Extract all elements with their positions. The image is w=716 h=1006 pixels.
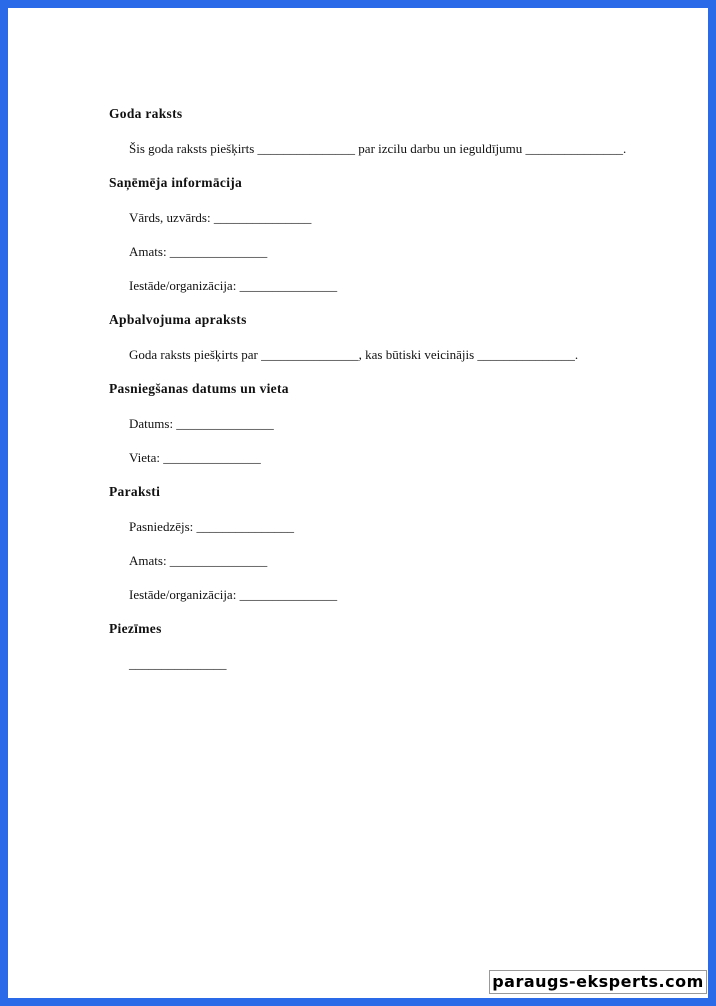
section-heading-date-place: Pasniegšanas datums un vieta xyxy=(109,381,289,396)
recipient-position-line: Amats: _______________ xyxy=(129,244,268,259)
recipient-organization-line: Iestāde/organizācija: _______________ xyxy=(129,278,338,293)
recipient-name-line: Vārds, uzvārds: _______________ xyxy=(129,210,312,225)
section-heading-goda-raksts: Goda raksts xyxy=(109,106,183,121)
section-heading-notes: Piezīmes xyxy=(109,621,162,636)
section-heading-recipient-info: Saņēmēja informācija xyxy=(109,175,243,190)
section-heading-signatures: Paraksti xyxy=(109,484,161,499)
intro-line: Šis goda raksts piešķirts _______________ par izcilu darbu un ieguldījumu _______________. xyxy=(129,141,627,156)
date-line: Datums: _______________ xyxy=(129,416,274,431)
document-page xyxy=(8,8,708,998)
watermark: paraugs-eksperts.com xyxy=(489,970,707,994)
presenter-position-line: Amats: _______________ xyxy=(129,553,268,568)
presenter-organization-line: Iestāde/organizācija: _______________ xyxy=(129,587,338,602)
notes-line: _______________ xyxy=(129,656,227,671)
award-description-line: Goda raksts piešķirts par _______________, kas būtiski veicinājis _______________. xyxy=(129,347,579,362)
place-line: Vieta: _______________ xyxy=(129,450,261,465)
section-heading-award-description: Apbalvojuma apraksts xyxy=(109,312,247,327)
presenter-line: Pasniedzējs: _______________ xyxy=(129,519,295,534)
